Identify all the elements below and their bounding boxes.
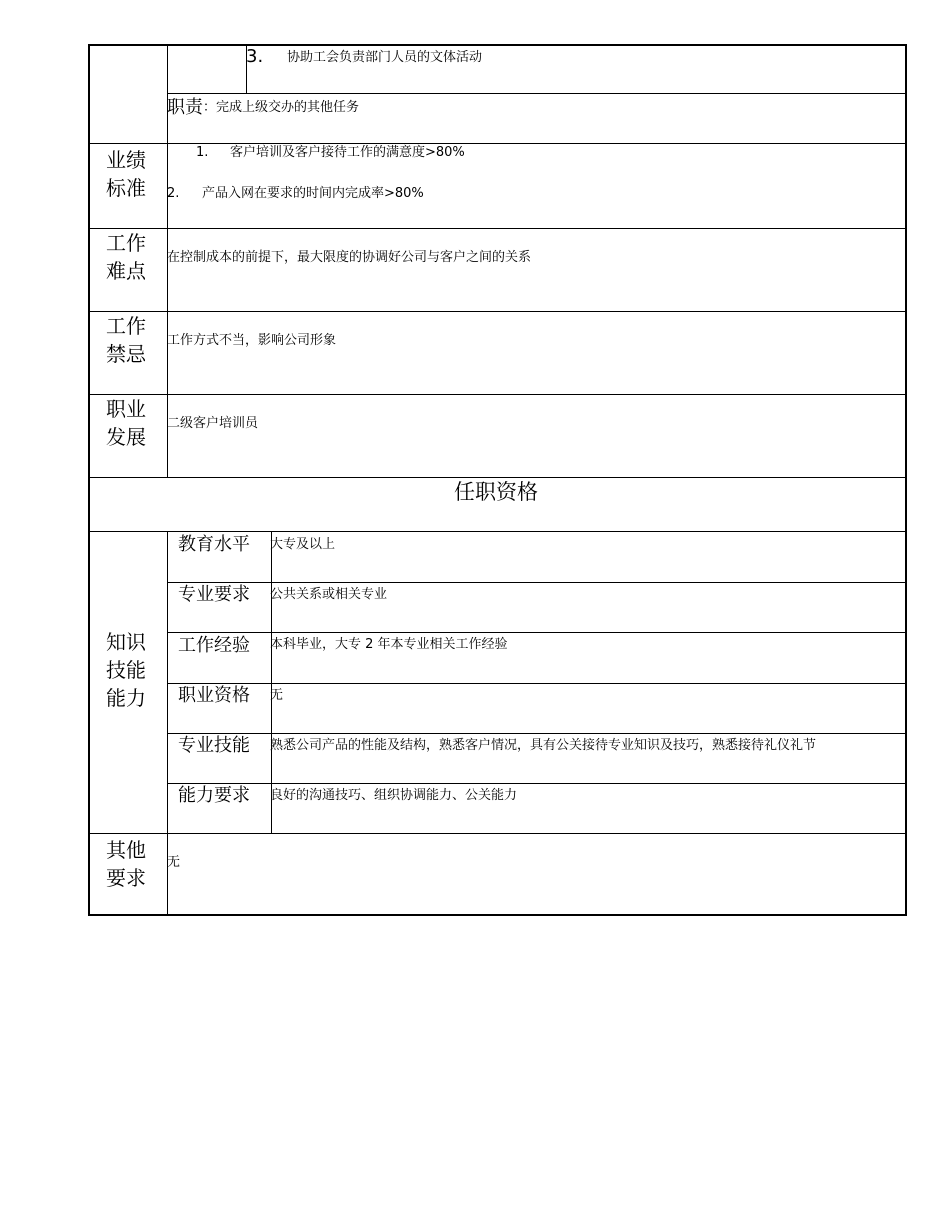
qual-major-value: 公共关系或相关专业 — [270, 587, 388, 602]
other-label: 其他 要求 — [106, 838, 146, 890]
qual-ability-value: 良好的沟通技巧、组织协调能力、公关能力 — [270, 788, 518, 803]
rule-qual-end — [90, 833, 907, 834]
performance-item2-text: 产品入网在要求的时间内完成率>80% — [202, 186, 424, 201]
qual-experience-value: 本科毕业，大专 2 年本专业相关工作经验 — [270, 637, 508, 652]
qual-major-label: 专业要求 — [178, 584, 250, 605]
duty-item3-number: 3. — [246, 46, 264, 67]
qual-skills-label: 专业技能 — [178, 735, 250, 756]
duty-other-text: ：完成上级交办的其他任务 — [203, 100, 360, 115]
qualification-title: 任职资格 — [454, 480, 538, 504]
career-text: 二级客户培训员 — [167, 416, 259, 431]
difficulty-text: 在控制成本的前提下，最大限度的协调好公司与客户之间的关系 — [167, 250, 532, 265]
qual-skills-value: 熟悉公司产品的性能及结构，熟悉客户情况，具有公关接待专业知识及技巧，熟悉接待礼仪礼节 — [270, 738, 817, 753]
qualification-group-label: 知识 技能 能力 — [106, 630, 146, 710]
performance-item1-text: 客户培训及客户接待工作的满意度>80% — [230, 145, 465, 160]
qual-experience-label: 工作经验 — [178, 635, 250, 656]
rule-qual-row2 — [168, 632, 907, 633]
rule-qual-title-end — [90, 531, 907, 532]
other-text: 无 — [167, 855, 181, 870]
rule-difficulty-end — [90, 311, 907, 312]
performance-label: 业绩 标准 — [106, 148, 146, 200]
qual-education-value: 大专及以上 — [270, 537, 336, 552]
rule-career-end — [90, 477, 907, 478]
rule-qual-row3 — [168, 683, 907, 684]
rule-taboo-end — [90, 394, 907, 395]
qual-ability-label: 能力要求 — [178, 785, 250, 806]
duty-item3-text: 协助工会负责部门人员的文体活动 — [287, 50, 483, 65]
taboo-label: 工作 禁忌 — [106, 314, 146, 366]
rule-qual-row5 — [168, 783, 907, 784]
career-label: 职业 发展 — [106, 397, 146, 449]
rule-duty-item3 — [168, 93, 907, 94]
rule-qual-row1 — [168, 582, 907, 583]
rule-qual-row4 — [168, 733, 907, 734]
qual-certificate-label: 职业资格 — [178, 685, 250, 706]
rule-performance-end — [90, 228, 907, 229]
performance-item2-number: 2. — [167, 186, 180, 201]
difficulty-label: 工作 难点 — [106, 231, 146, 283]
performance-item1-number: 1. — [196, 145, 209, 160]
taboo-text: 工作方式不当，影响公司形象 — [167, 333, 337, 348]
duty-other-prefix: 职责 — [167, 97, 203, 118]
rule-duties-end — [90, 143, 907, 144]
qual-education-label: 教育水平 — [178, 534, 250, 555]
qual-certificate-value: 无 — [270, 688, 284, 703]
